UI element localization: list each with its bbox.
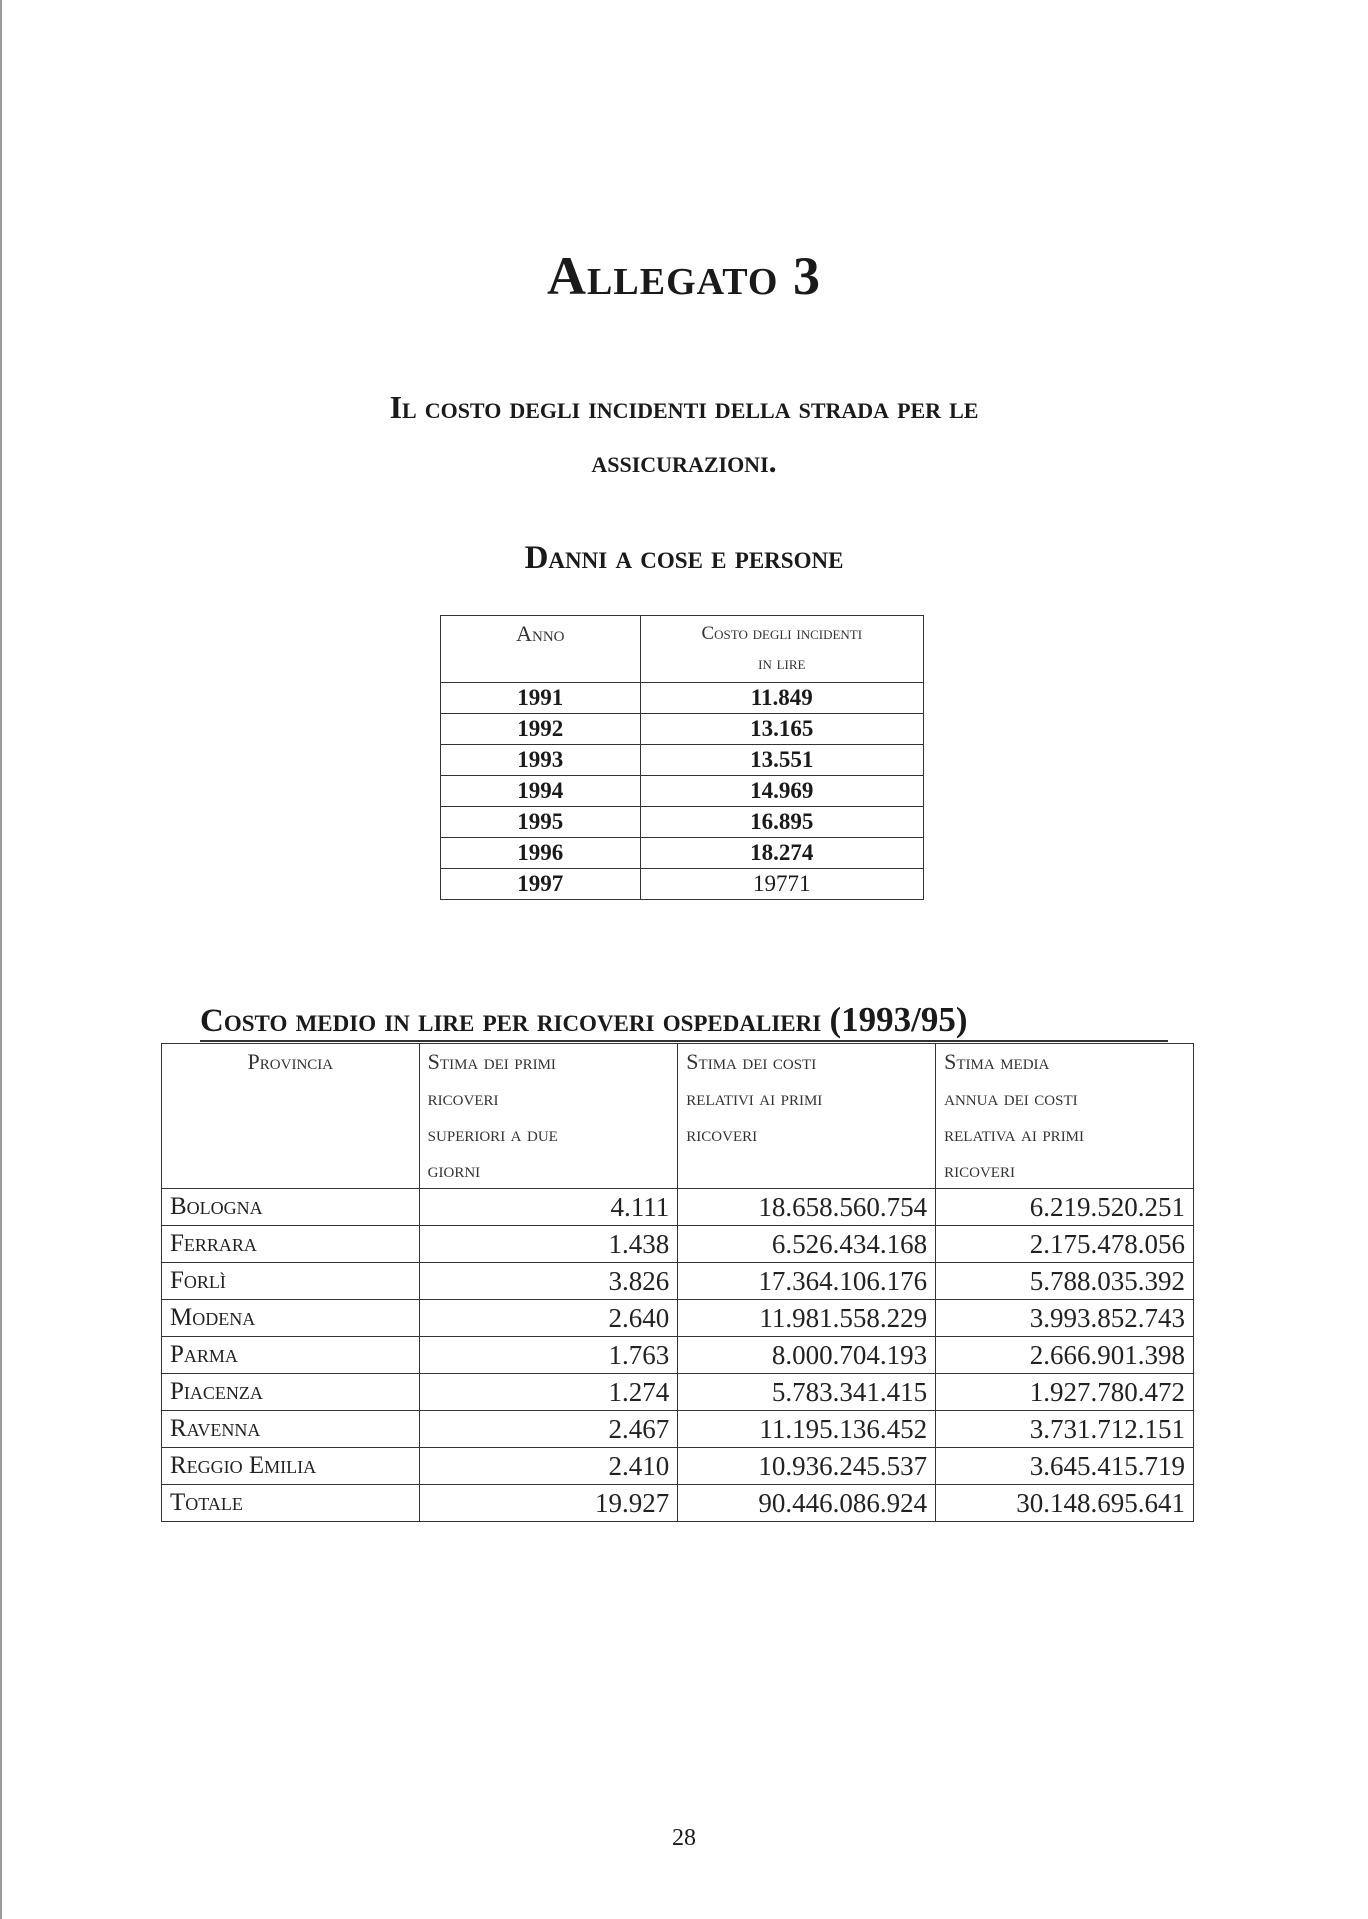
section-heading-years: (1993/95) bbox=[829, 1000, 968, 1039]
cost-cell: 11.849 bbox=[640, 683, 923, 714]
media-cell: 6.219.520.251 bbox=[936, 1189, 1194, 1226]
table-row bbox=[441, 714, 924, 745]
costi-cell: 18.658.560.754 bbox=[678, 1189, 936, 1226]
cost-cell: 14.969 bbox=[640, 776, 923, 807]
damages-table bbox=[440, 615, 924, 900]
cost-cell: 19771 bbox=[640, 869, 923, 900]
province-cell: Modena bbox=[162, 1300, 420, 1337]
table-row bbox=[441, 683, 924, 714]
header-stima-costi bbox=[678, 1044, 936, 1189]
header-costo-line-2: in lire bbox=[758, 653, 806, 674]
costi-cell: 17.364.106.176 bbox=[678, 1263, 936, 1300]
cost-cell: 18.274 bbox=[640, 838, 923, 869]
table-row bbox=[441, 838, 924, 869]
cost-cell: 13.165 bbox=[640, 714, 923, 745]
costi-cell: 11.195.136.452 bbox=[678, 1411, 936, 1448]
province-cell: Forlì bbox=[162, 1263, 420, 1300]
media-cell: 30.148.695.641 bbox=[936, 1485, 1194, 1522]
header-line: Stima dei primi bbox=[427, 1049, 556, 1074]
header-line: Stima media bbox=[944, 1049, 1050, 1074]
costi-cell: 5.783.341.415 bbox=[678, 1374, 936, 1411]
table-row bbox=[441, 869, 924, 900]
header-line: Stima dei costi bbox=[686, 1049, 817, 1074]
header-line: relativi ai primi bbox=[686, 1085, 823, 1110]
ricoveri-cell: 1.763 bbox=[419, 1337, 678, 1374]
table-header-row bbox=[162, 1044, 1194, 1189]
header-line: giorni bbox=[427, 1157, 481, 1182]
subtitle-line-2: assicurazioni. bbox=[591, 443, 777, 479]
ricoveri-cell: 4.111 bbox=[419, 1189, 678, 1226]
table-row bbox=[162, 1374, 1194, 1411]
header-stima-ricoveri bbox=[419, 1044, 678, 1189]
cost-cell: 13.551 bbox=[640, 745, 923, 776]
header-line: ricoveri bbox=[427, 1085, 499, 1110]
costi-cell: 10.936.245.537 bbox=[678, 1448, 936, 1485]
ricoveri-cell: 2.640 bbox=[419, 1300, 678, 1337]
table-row bbox=[162, 1411, 1194, 1448]
header-line: ricoveri bbox=[686, 1121, 758, 1146]
section-heading-damages: Danni a cose e persone bbox=[524, 540, 844, 576]
table-row bbox=[162, 1189, 1194, 1226]
header-line: ricoveri bbox=[944, 1157, 1015, 1182]
ricoveri-cell: 2.410 bbox=[419, 1448, 678, 1485]
media-cell: 3.731.712.151 bbox=[936, 1411, 1194, 1448]
year-cell: 1993 bbox=[441, 745, 641, 776]
ricoveri-cell: 3.826 bbox=[419, 1263, 678, 1300]
table-row bbox=[162, 1300, 1194, 1337]
table-row bbox=[162, 1226, 1194, 1263]
page-number: 28 bbox=[672, 1825, 696, 1851]
province-cell: Ferrara bbox=[162, 1226, 420, 1263]
page-title: Allegato 3 bbox=[547, 246, 821, 306]
costi-cell: 8.000.704.193 bbox=[678, 1337, 936, 1374]
costi-cell: 90.446.086.924 bbox=[678, 1485, 936, 1522]
section-heading-hospital-costs bbox=[200, 1000, 1168, 1042]
ricoveri-cell: 1.274 bbox=[419, 1374, 678, 1411]
media-cell: 1.927.780.472 bbox=[936, 1374, 1194, 1411]
header-costo-line-1: Costo degli incidenti bbox=[701, 623, 863, 644]
ricoveri-cell: 19.927 bbox=[419, 1485, 678, 1522]
year-cell: 1997 bbox=[441, 869, 641, 900]
year-cell: 1992 bbox=[441, 714, 641, 745]
media-cell: 3.645.415.719 bbox=[936, 1448, 1194, 1485]
table-row bbox=[441, 807, 924, 838]
table-row bbox=[162, 1448, 1194, 1485]
table-row bbox=[441, 745, 924, 776]
province-cell: Ravenna bbox=[162, 1411, 420, 1448]
year-cell: 1995 bbox=[441, 807, 641, 838]
header-provincia: Provincia bbox=[162, 1044, 420, 1189]
hospital-costs-table bbox=[161, 1043, 1194, 1522]
header-line: relativa ai primi bbox=[944, 1121, 1085, 1146]
header-line: superiori a due bbox=[427, 1121, 558, 1146]
ricoveri-cell: 1.438 bbox=[419, 1226, 678, 1263]
year-cell: 1991 bbox=[441, 683, 641, 714]
media-cell: 2.175.478.056 bbox=[936, 1226, 1194, 1263]
table-header-row bbox=[441, 616, 924, 683]
document-subtitle bbox=[200, 380, 1168, 488]
header-line: annua dei costi bbox=[944, 1085, 1078, 1110]
cost-cell: 16.895 bbox=[640, 807, 923, 838]
media-cell: 5.788.035.392 bbox=[936, 1263, 1194, 1300]
media-cell: 2.666.901.398 bbox=[936, 1337, 1194, 1374]
province-cell: Totale bbox=[162, 1485, 420, 1522]
costi-cell: 11.981.558.229 bbox=[678, 1300, 936, 1337]
header-anno: Anno bbox=[441, 616, 641, 683]
province-cell: Reggio Emilia bbox=[162, 1448, 420, 1485]
year-cell: 1996 bbox=[441, 838, 641, 869]
costi-cell: 6.526.434.168 bbox=[678, 1226, 936, 1263]
table-total-row bbox=[162, 1485, 1194, 1522]
table-row bbox=[441, 776, 924, 807]
year-cell: 1994 bbox=[441, 776, 641, 807]
header-costo bbox=[640, 616, 923, 683]
media-cell: 3.993.852.743 bbox=[936, 1300, 1194, 1337]
table-row bbox=[162, 1263, 1194, 1300]
province-cell: Bologna bbox=[162, 1189, 420, 1226]
ricoveri-cell: 2.467 bbox=[419, 1411, 678, 1448]
header-stima-media bbox=[936, 1044, 1194, 1189]
table-row bbox=[162, 1337, 1194, 1374]
subtitle-line-1: Il costo degli incidenti della strada per le bbox=[389, 389, 979, 425]
province-cell: Piacenza bbox=[162, 1374, 420, 1411]
section-heading-text: Costo medio in lire per ricoveri ospedalieri bbox=[200, 1003, 822, 1039]
province-cell: Parma bbox=[162, 1337, 420, 1374]
